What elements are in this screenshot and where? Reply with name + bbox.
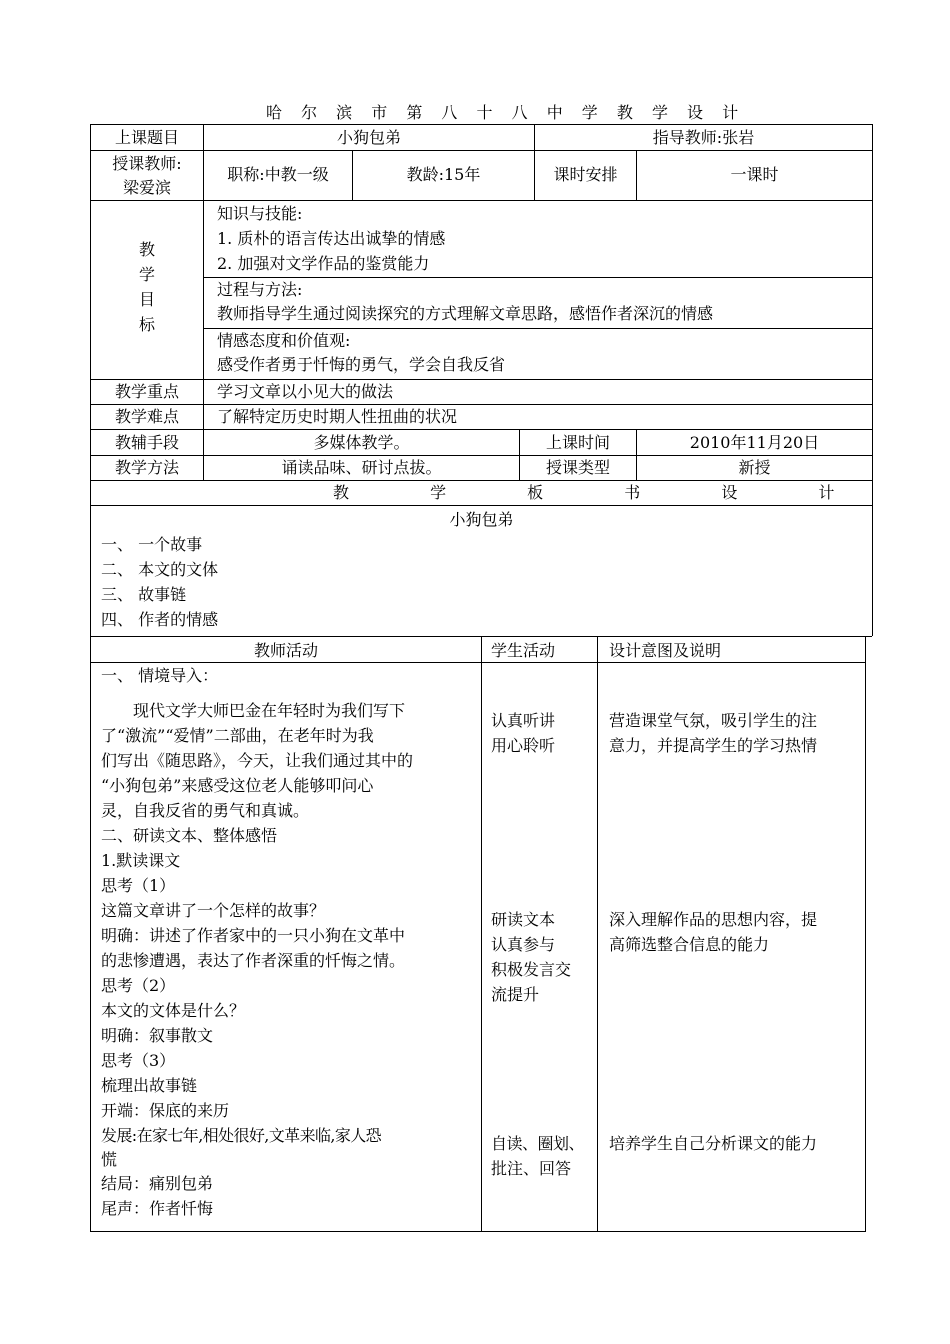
teacher-line: 这篇文章讲了一个怎样的故事？ <box>101 901 326 920</box>
teacher-line: 本文的文体是什么？ <box>101 1001 246 1020</box>
teacher-activity-header: 教师活动 <box>253 641 318 660</box>
method-label: 教学方法 <box>114 458 179 477</box>
teaching-age: 教龄:15年 <box>406 165 481 184</box>
class-time-label: 上课时间 <box>545 433 610 452</box>
teacher-line: 尾声：作者忏悔 <box>101 1199 214 1218</box>
teacher-rank: 职称:中教一级 <box>227 165 329 184</box>
schedule-value: 一课时 <box>730 165 779 184</box>
teacher-line: 结局：痛别包弟 <box>101 1174 214 1193</box>
board-item: 一、 一个故事 <box>101 535 203 554</box>
key-point-label: 教学重点 <box>114 382 179 401</box>
board-heading: 教 学 板 书 设 计 <box>333 483 873 502</box>
board-item: 四、 作者的情感 <box>101 610 219 629</box>
aids-value: 多媒体教学。 <box>313 433 410 452</box>
difficulty-value: 了解特定历史时期人性扭曲的状况 <box>217 407 458 426</box>
teacher-line: 1.默读课文 <box>101 851 181 870</box>
key-point-value: 学习文章以小见大的做法 <box>217 382 394 401</box>
method-value: 诵读品味、研讨点拔。 <box>281 458 442 477</box>
page-title: 哈 尔 滨 市 第 八 十 八 中 学 教 学 设 计 <box>266 103 746 122</box>
objective-item: 教师指导学生通过阅读探究的方式理解文章思路，感悟作者深沉的情感 <box>217 304 714 323</box>
class-time-value: 2010年11月20日 <box>689 433 820 452</box>
schedule-label: 课时安排 <box>553 165 618 184</box>
objective-item: 2. 加强对文学作品的鉴赏能力 <box>217 254 430 273</box>
teacher-line: 发展:在家七年,相处很好,文革来临,家人恐 <box>101 1126 382 1145</box>
lesson-type-label: 授课类型 <box>545 458 610 477</box>
lesson-label: 上课题目 <box>114 128 179 147</box>
teacher-line: 思考（3） <box>101 1051 176 1070</box>
section-heading: 二、研读文本、整体感悟 <box>101 826 278 845</box>
objective-item: 1. 质朴的语言传达出诚挚的情感 <box>217 229 446 248</box>
teacher-line: 思考（1） <box>101 876 176 895</box>
teacher-line: 的悲惨遭遇，表达了作者深重的忏悔之情。 <box>101 951 406 970</box>
objective-item: 感受作者勇于忏悔的勇气，学会自我反省 <box>217 355 506 374</box>
teacher-name: 梁爱滨 <box>122 178 171 197</box>
teacher-line: 明确：叙事散文 <box>101 1026 214 1045</box>
teacher-line: 梳理出故事链 <box>101 1076 198 1095</box>
difficulty-label: 教学难点 <box>114 407 179 426</box>
teacher-line: 开端：保底的来历 <box>101 1101 230 1120</box>
objective-heading: 知识与技能: <box>217 204 303 223</box>
student-activity-header: 学生活动 <box>491 641 556 660</box>
teacher-label: 授课教师: <box>112 154 182 173</box>
objective-heading: 过程与方法: <box>217 280 303 299</box>
design-intent-header: 设计意图及说明 <box>609 641 722 660</box>
aids-label: 教辅手段 <box>114 433 179 452</box>
board-item: 三、 故事链 <box>101 585 187 604</box>
mentor-teacher: 指导教师:张岩 <box>652 128 755 147</box>
section-heading: 一、 情境导入： <box>101 666 219 685</box>
lesson-type-value: 新授 <box>738 458 771 477</box>
teacher-line: 思考（2） <box>101 976 176 995</box>
board-title: 小狗包弟 <box>449 510 514 529</box>
teacher-line: 明确：讲述了作者家中的一只小狗在文革中 <box>101 926 406 945</box>
board-item: 二、 本文的文体 <box>101 560 219 579</box>
lesson-title: 小狗包弟 <box>336 128 401 147</box>
objective-heading: 情感态度和价值观: <box>217 331 351 350</box>
teacher-line: 慌 <box>101 1150 118 1169</box>
